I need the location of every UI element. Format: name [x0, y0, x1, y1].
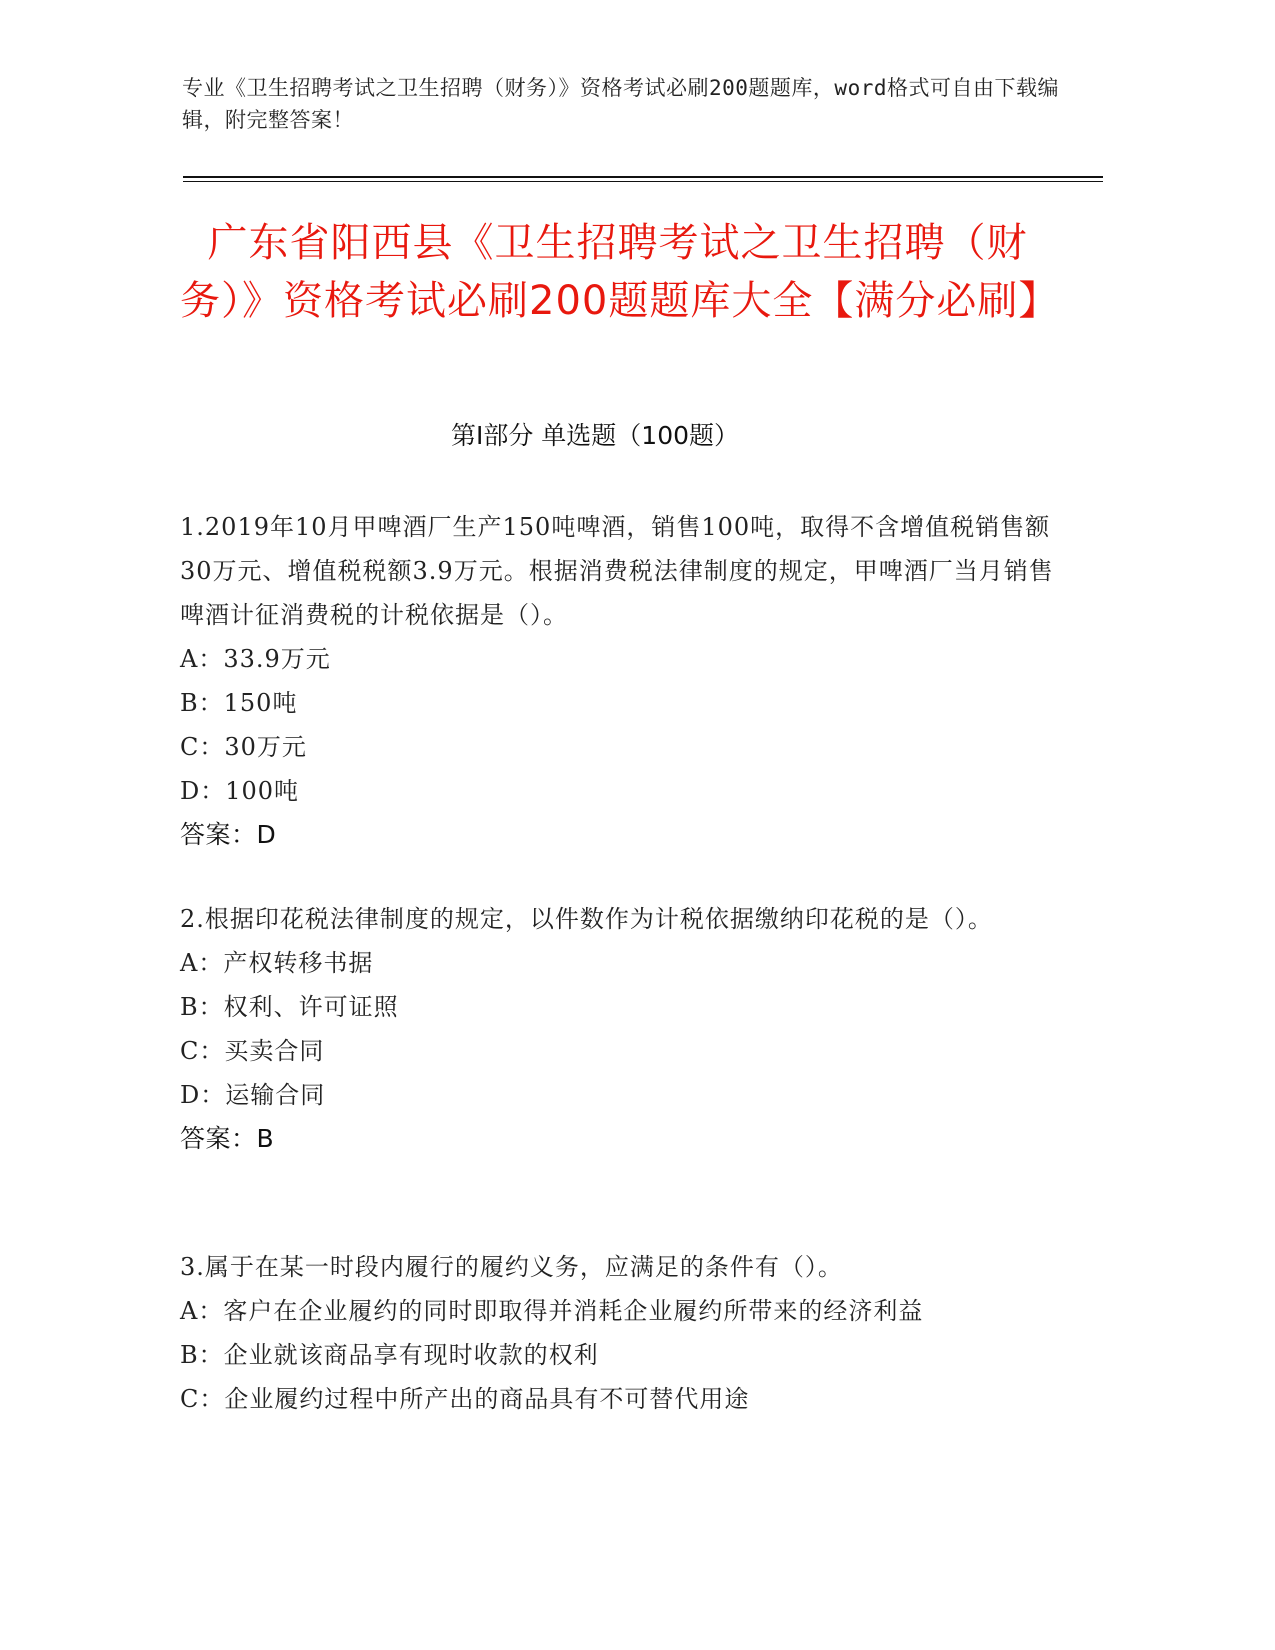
header-note: 专业《卫生招聘考试之卫生招聘（财务）》资格考试必刷200题题库，word格式可自由下载编辑，附完整答案！ — [182, 76, 1059, 132]
option-b: B：企业就该商品享有现时收款的权利 — [180, 1341, 599, 1369]
question-2 — [180, 897, 1060, 1161]
option-c: C：企业履约过程中所产出的商品具有不可替代用途 — [180, 1385, 750, 1413]
option-a: A：客户在企业履约的同时即取得并消耗企业履约所带来的经济利益 — [180, 1297, 924, 1325]
option-a: A：33.9万元 — [180, 645, 331, 673]
question-1 — [180, 505, 1060, 857]
question-3 — [180, 1245, 1060, 1421]
answer: 答案：D — [180, 820, 277, 849]
option-b: B：150吨 — [180, 689, 298, 717]
option-c: C：30万元 — [180, 733, 307, 761]
document-title: 广东省阳西县《卫生招聘考试之卫生招聘（财务）》资格考试必刷200题题库大全【满分必刷】 — [180, 220, 1060, 324]
question-stem: 1.2019年10月甲啤酒厂生产150吨啤酒，销售100吨，取得不含增值税销售额30万元、增值税税额3.9万元。根据消费税法律制度的规定，甲啤酒厂当月销售啤酒计征消费税的计税依据是（）。 — [180, 513, 1054, 629]
question-stem: 3.属于在某一时段内履行的履约义务，应满足的条件有（）。 — [180, 1253, 843, 1281]
option-a: A：产权转移书据 — [180, 949, 374, 977]
answer: 答案：B — [180, 1124, 275, 1153]
header-divider-thin — [183, 181, 1103, 182]
question-stem: 2.根据印花税法律制度的规定，以件数作为计税依据缴纳印花税的是（）。 — [180, 905, 993, 933]
header-divider-thick — [183, 176, 1103, 178]
option-d: D：100吨 — [180, 777, 300, 805]
option-d: D：运输合同 — [180, 1081, 326, 1109]
section-title: 第I部分 单选题（100题） — [450, 421, 740, 450]
option-b: B：权利、许可证照 — [180, 993, 399, 1021]
option-c: C：买卖合同 — [180, 1037, 325, 1065]
